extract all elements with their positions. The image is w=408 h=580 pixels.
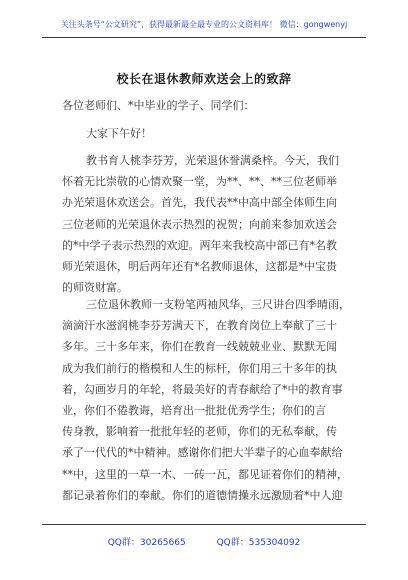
paragraph-line: 都记录着你们的奉献。你们的道德情操永远激励着*中人迎: [62, 488, 343, 502]
paragraph-line: 教书育人桃李芬芳，光荣退休誉满桑梓。今天，我们: [86, 154, 339, 167]
header-divider: [42, 37, 366, 38]
paragraph-1: [62, 150, 354, 298]
paragraph-line: 成为我们前行的楷模和人生的标杆，你们用三十多年的执: [62, 361, 337, 375]
paragraph-line: 承了一代代的*中精神。感谢你们把大半辈子的心血奉献给: [62, 446, 343, 460]
paragraph-line: 的*中学子表示热烈的欢迎。两年来我校高中部已有*名教: [62, 238, 337, 252]
salutation: 各位老师们、*中毕业的学子、同学们：: [62, 99, 255, 112]
footer-qq-group-2: QQ群：535304092: [216, 538, 301, 548]
paragraph-line: 着，勾画岁月的年轮，将最美好的青春献给了*中的教育事: [62, 382, 343, 396]
greeting: 大家下午好！: [86, 127, 152, 140]
paragraph-line: 怀着无比崇敬的心情欢聚一堂，为**、**、**三位老师举: [62, 175, 337, 189]
footer-qq-group-1: QQ群：30265665: [107, 538, 186, 548]
paragraph-2: [62, 294, 354, 506]
paragraph-line: 三位退休教师一支粉笔两袖风华，三尺讲台四季晴雨，: [86, 298, 350, 311]
paragraph-line: **中，这里的一草一木、一砖一瓦，都见证着你们的精神，: [62, 467, 348, 481]
paragraph-line: 师光荣退休，明后两年还有*名教师退休，这都是*中宝贵: [62, 259, 337, 273]
paragraph-line: 业，你们不倦教诲，培育出一批批优秀学生；你们的言: [62, 403, 326, 417]
paragraph-line: 滴滴汗水滋润桃李芬芳满天下，在教育岗位上奉献了三十: [62, 319, 337, 333]
header-banner: 关注头条号“公文研究”，获得最新最全最专业的公文资料库！ 微信：gongwenyj: [60, 20, 348, 29]
paragraph-line: 多年。三十多年来，你们在教育一线兢兢业业、默默无闻: [62, 340, 337, 354]
footer-divider: [42, 524, 366, 525]
paragraph-line: 办光荣退休欢送会。首先，我代表**中高中部全体师生向: [62, 196, 337, 210]
paragraph-line: 三位老师的光荣退休表示热烈的祝贺；向前来参加欢送会: [62, 217, 337, 231]
document-title: 校长在退休教师欢送会上的致辞: [116, 72, 292, 86]
footer: [0, 535, 408, 548]
paragraph-line: 的师资财富。: [62, 281, 128, 295]
paragraph-line: 传身教，影响着一批批年轻的老师，你们的无私奉献，传: [62, 425, 337, 439]
